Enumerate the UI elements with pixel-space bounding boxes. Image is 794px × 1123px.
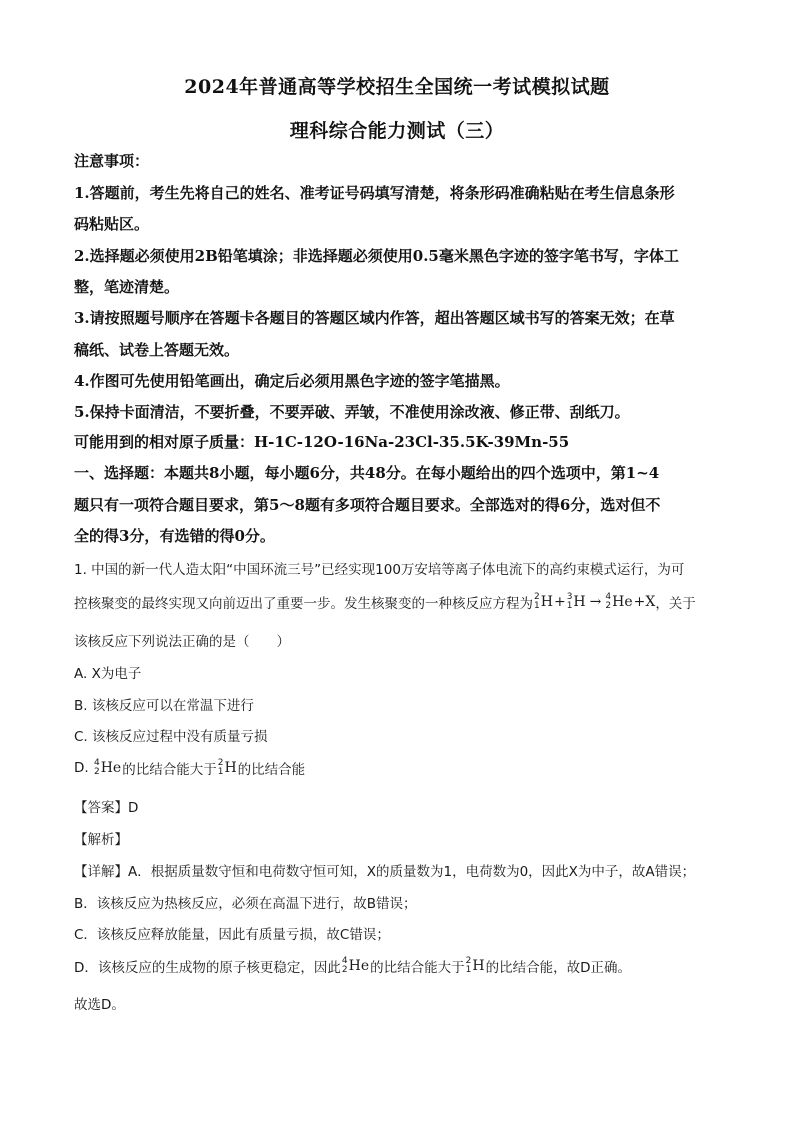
charge-number: 1 <box>465 965 472 975</box>
notice-line: 3.请按照题号顺序在答题卡各题目的答题区域内作答，超出答题区域书写的答案无效；在草 <box>74 309 675 327</box>
notice-line: 整，笔迹清楚。 <box>74 278 180 296</box>
conclusion: 故选D。 <box>74 997 125 1013</box>
element-symbol: He <box>612 594 633 610</box>
mass-number: 2 <box>534 592 540 602</box>
question-text: 1. 中国的新一代人造太阳“中国环流三号”已经实现100万安培等离子体电流下的高约束模式运行，为可 <box>74 562 685 578</box>
reaction-arrow: → <box>589 594 602 610</box>
notice-line: 码粘贴区。 <box>74 215 150 233</box>
option-d <box>74 758 724 778</box>
mass-number: 3 <box>566 592 573 602</box>
nuclide-helium <box>342 957 369 975</box>
nuclide-tritium <box>567 593 586 611</box>
answer-label: 【答案】D <box>74 800 139 816</box>
section-instruction: 题只有一项符合题目要求，第5～8题有多项符合题目要求。全部选对的得6分，选对但不 <box>74 496 661 514</box>
plus-sign: + <box>553 594 566 610</box>
product-x: X <box>645 594 656 610</box>
detail-line: 【详解】A．根据质量数守恒和电荷数守恒可知，X的质量数为1，电荷数为0，因此X为中子，故A错误； <box>74 864 696 880</box>
element-symbol: H <box>540 594 553 610</box>
element-symbol: H <box>472 958 485 974</box>
question-text-with-equation <box>74 592 724 612</box>
element-symbol: He <box>348 958 370 974</box>
atomic-mass-line: 可能用到的相对原子质量：H-1C-12O-16Na-23Cl-35.5K-39Mn-55 <box>74 433 570 451</box>
option-a: A. X为电子 <box>74 666 142 682</box>
nuclide-deuterium <box>218 759 237 777</box>
element-symbol: H <box>573 594 586 610</box>
question-text-part: ，关于 <box>655 596 696 612</box>
mass-number: 2 <box>217 758 224 768</box>
element-symbol: H <box>224 760 237 776</box>
notice-heading: 注意事项： <box>74 152 150 170</box>
nuclide-helium <box>605 593 632 611</box>
option-d-prefix: D. <box>74 760 93 776</box>
nuclide-deuterium <box>534 593 553 611</box>
section-instruction: 全的得3分，有选错的得0分。 <box>74 527 275 545</box>
mass-number: 2 <box>465 956 472 966</box>
mass-number: 4 <box>605 592 612 602</box>
nuclide-helium <box>94 759 121 777</box>
element-symbol: He <box>100 760 122 776</box>
notice-line: 5.保持卡面清洁，不要折叠，不要弄破、弄皱，不准使用涂改液、修正带、刮纸刀。 <box>74 403 630 421</box>
detail-line-d <box>74 956 724 976</box>
mass-number: 4 <box>341 956 348 966</box>
detail-d-text: D．该核反应的生成物的原子核更稳定，因此 <box>74 960 341 976</box>
notice-line: 1.答题前，考生先将自己的姓名、准考证号码填写清楚，将条形码准确粘贴在考生信息条形 <box>74 184 675 202</box>
question-text: 该核反应下列说法正确的是（ ） <box>74 634 290 650</box>
option-d-text: 的比结合能大于 <box>122 762 217 778</box>
exam-title: 2024年普通高等学校招生全国统一考试模拟试题 <box>184 76 610 98</box>
detail-line: B．该核反应为热核反应，必须在高温下进行，故B错误； <box>74 896 417 912</box>
option-c: C. 该核反应过程中没有质量亏损 <box>74 729 268 745</box>
exam-subtitle: 理科综合能力测试（三） <box>289 120 505 142</box>
detail-d-text: 的比结合能，故D正确。 <box>485 960 631 976</box>
nuclide-deuterium <box>466 957 485 975</box>
mass-number: 4 <box>93 758 100 768</box>
option-d-text: 的比结合能 <box>237 762 306 778</box>
charge-number: 2 <box>341 965 348 975</box>
option-b: B. 该核反应可以在常温下进行 <box>74 698 254 714</box>
charge-number: 2 <box>93 767 100 777</box>
plus-sign: + <box>633 594 646 610</box>
notice-line: 2.选择题必须使用2B铅笔填涂；非选择题必须使用0.5毫米黑色字迹的签字笔书写，字体工 <box>74 247 679 265</box>
charge-number: 1 <box>217 767 224 777</box>
notice-line: 4.作图可先使用铅笔画出，确定后必须用黑色字迹的签字笔描黑。 <box>74 372 510 390</box>
charge-number: 2 <box>605 601 612 611</box>
detail-line: C．该核反应释放能量，因此有质量亏损，故C错误； <box>74 927 390 943</box>
analysis-heading: 【解析】 <box>74 832 128 848</box>
notice-line: 稿纸、试卷上答题无效。 <box>74 341 240 359</box>
section-instruction: 一、选择题：本题共8小题，每小题6分，共48分。在每小题给出的四个选项中，第1~4 <box>74 464 660 482</box>
charge-number: 1 <box>566 601 573 611</box>
question-text-part: 控核聚变的最终实现又向前迈出了重要一步。发生核聚变的一种核反应方程为 <box>74 596 533 612</box>
detail-d-text: 的比结合能大于 <box>370 960 465 976</box>
charge-number: 1 <box>534 601 540 611</box>
